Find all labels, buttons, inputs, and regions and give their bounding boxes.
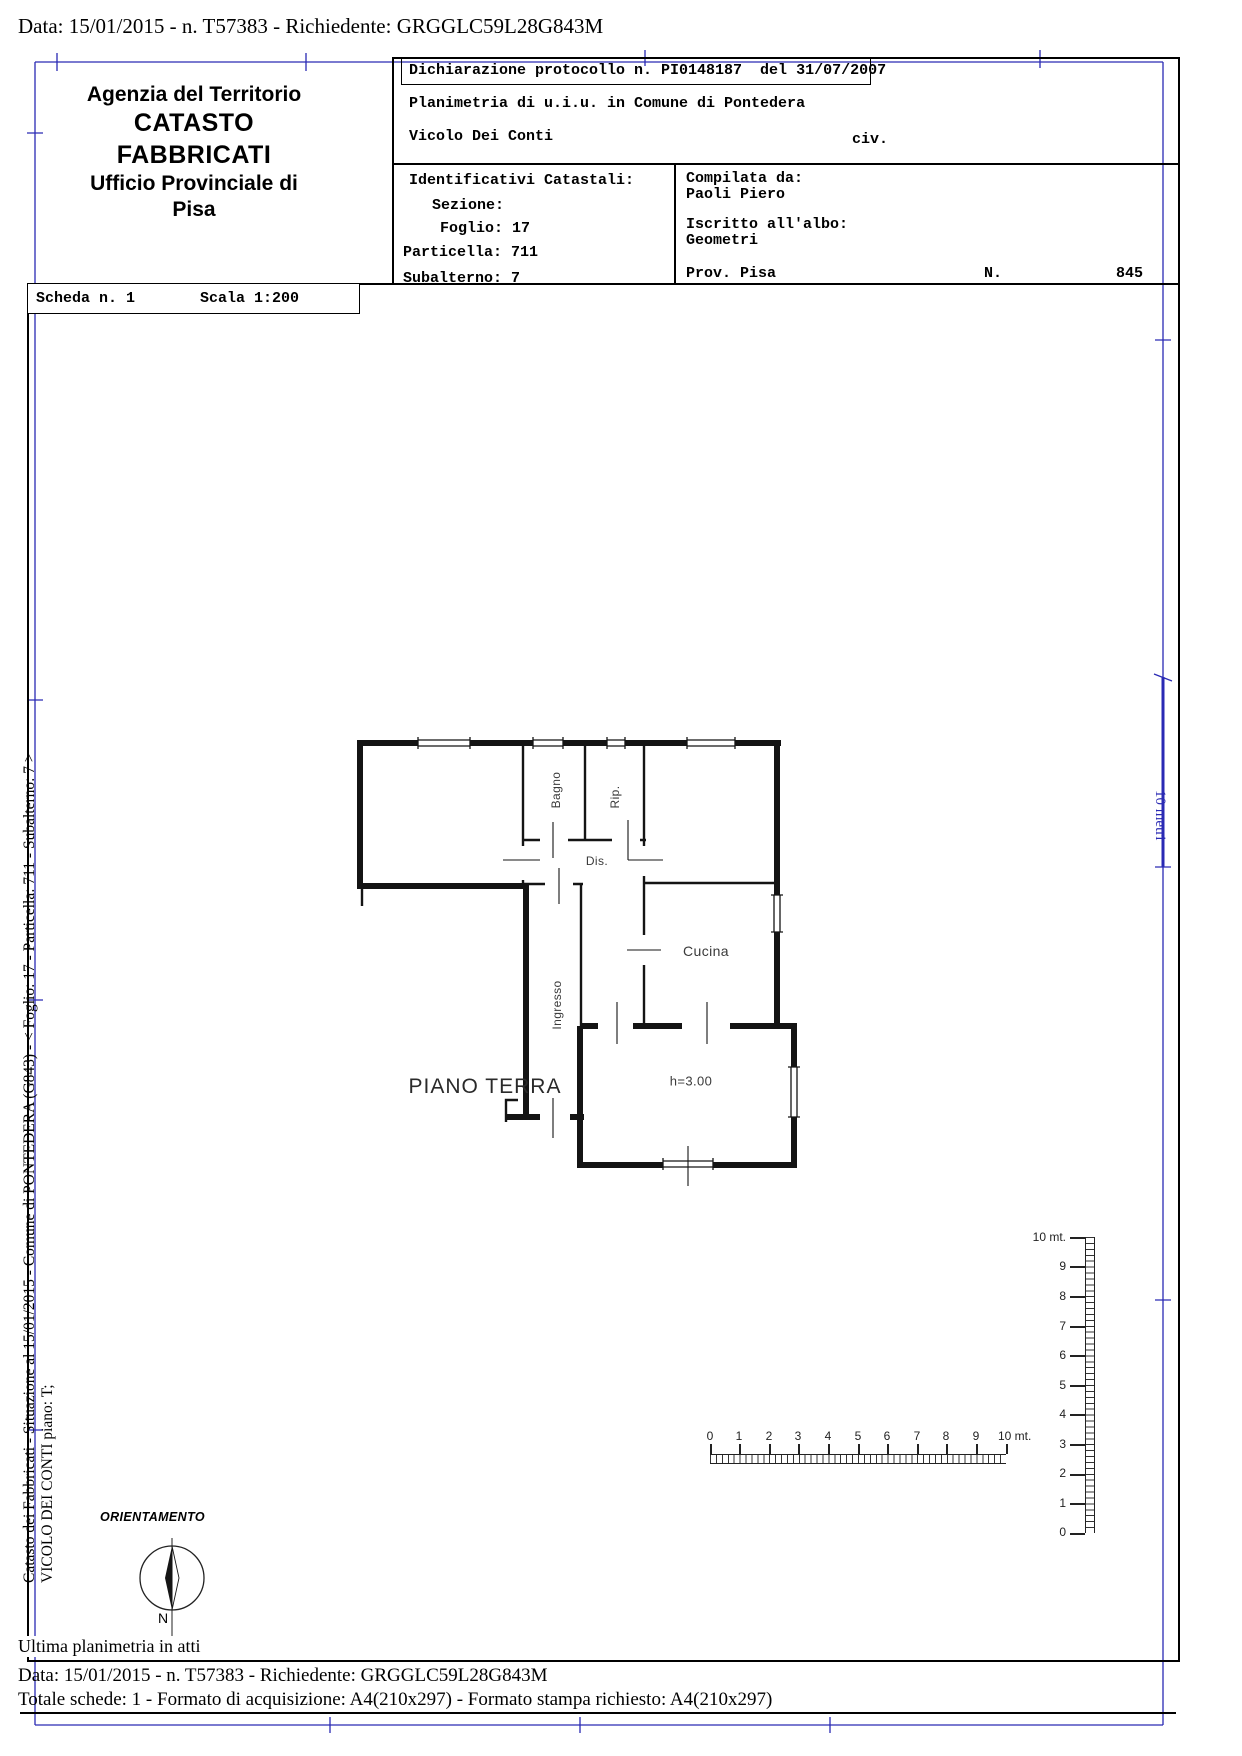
identifiers-sezione: Sezione: [432, 197, 505, 214]
h-ruler-label: 9 [972, 1429, 980, 1443]
v-ruler-label: 1 [1059, 1496, 1066, 1510]
h-ruler-label: 8 [942, 1429, 950, 1443]
scheda-scale: Scala 1:200 [200, 290, 300, 307]
bottom-request-line: Data: 15/01/2015 - n. T57383 - Richiedente: GRGGLC59L28G843M [18, 1665, 548, 1686]
outer-walls [357, 740, 797, 1165]
room-label-ingresso: Ingresso [550, 980, 564, 1030]
bottom-format-line: Totale schede: 1 - Formato di acquisizione: A4(210x297) - Formato stampa richiesto: A4(210x297) [18, 1689, 773, 1710]
horizontal-ruler-bar [710, 1454, 1006, 1464]
h-ruler-label: 6 [883, 1429, 891, 1443]
h-ruler-label: 1 [735, 1429, 743, 1443]
vertical-ruler-top-label: 10 mt. [1032, 1230, 1066, 1244]
identifiers-title: Identificativi Catastali: [409, 172, 635, 189]
civ-label: civ. [852, 131, 889, 148]
h-ruler-label: 0 [706, 1429, 714, 1443]
margin-note-situation: Catasto dei Fabbricati - Situazione al 15/01/2015 - Comune di PONTEDERA (G843) - < Foglio: 17 - Particella: 711 - Subalterno: 7 > [21, 753, 38, 1583]
h-ruler-label: 7 [913, 1429, 921, 1443]
h-ruler-label: 4 [824, 1429, 832, 1443]
v-ruler-label: 8 [1059, 1289, 1066, 1303]
compiler-name: Paoli Piero [686, 186, 786, 203]
identifiers-foglio: Foglio: 17 [440, 220, 531, 237]
h-ruler-label: 3 [794, 1429, 802, 1443]
agency-block [55, 82, 333, 223]
ultima-planimetria-note: Ultima planimetria in atti [18, 1636, 206, 1657]
room-label-rip: Rip. [608, 785, 622, 809]
identifiers-subalterno: Subalterno: 7 [403, 270, 521, 287]
planimetria-line: Planimetria di u.i.u. in Comune di Pontedera [409, 95, 806, 112]
v-ruler-label: 9 [1059, 1259, 1066, 1273]
compiler-n-value: 845 [1116, 265, 1144, 282]
compiler-label: Compilata da: [686, 170, 804, 187]
agency-office: Ufficio Provinciale di [90, 171, 298, 195]
v-ruler-label: 0 [1059, 1525, 1066, 1539]
v-ruler-label: 5 [1059, 1378, 1066, 1392]
agency-city: Pisa [172, 198, 216, 221]
declaration-table [392, 57, 1180, 285]
orientation-label: ORIENTAMENTO [100, 1510, 206, 1524]
compiler-albo-label: Iscritto all'albo: [686, 216, 849, 233]
compiler-prov: Prov. Pisa [686, 265, 777, 282]
floor-plan-svg [340, 718, 820, 1193]
identifiers-particella: Particella: 711 [403, 244, 539, 261]
vertical-ruler-bar [1085, 1237, 1095, 1533]
scheda-number: Scheda n. 1 [36, 290, 136, 307]
room-label-cucina: Cucina [683, 943, 729, 959]
v-ruler-label: 3 [1059, 1437, 1066, 1451]
v-ruler-label: 6 [1059, 1348, 1066, 1362]
compass-icon [130, 1532, 220, 1647]
table-divider-horizontal [394, 163, 1178, 165]
door-openings [517, 834, 730, 1171]
agency-catasto: CATASTO FABBRICATI [116, 109, 272, 169]
side-scale-label: 10 metri [1152, 790, 1168, 841]
bottom-underline [20, 1712, 1176, 1714]
top-request-line: Data: 15/01/2015 - n. T57383 - Richiedente: GRGGLC59L28G843M [18, 14, 604, 38]
compiler-albo: Geometri [686, 232, 759, 249]
street-line: Vicolo Dei Conti [409, 128, 554, 145]
v-ruler-label: 2 [1059, 1466, 1066, 1480]
scheda-box [27, 283, 360, 314]
compass-north-label: N [158, 1610, 169, 1626]
agency-name: Agenzia del Territorio [86, 83, 302, 106]
table-divider-vertical [674, 163, 676, 283]
h-ruler-label: 5 [854, 1429, 862, 1443]
v-ruler-label: 4 [1059, 1407, 1066, 1421]
margin-note-street: VICOLO DEI CONTI piano: T; [39, 1384, 56, 1583]
horizontal-ruler-end-label: 10 mt. [998, 1429, 1032, 1443]
v-ruler-label: 7 [1059, 1319, 1066, 1333]
h-ruler-label: 2 [765, 1429, 773, 1443]
floor-title: PIANO TERRA [408, 1075, 562, 1098]
partition-walls [362, 743, 777, 1122]
room-label-dis: Dis. [585, 854, 609, 868]
protocol-line: Dichiarazione protocollo n. PI0148187 del 31/07/2007 [409, 62, 887, 79]
compiler-n-label: N. [984, 265, 1003, 282]
door-ticks [503, 820, 707, 1186]
room-label-bagno: Bagno [549, 771, 563, 809]
room-height-note: h=3.00 [669, 1073, 713, 1089]
